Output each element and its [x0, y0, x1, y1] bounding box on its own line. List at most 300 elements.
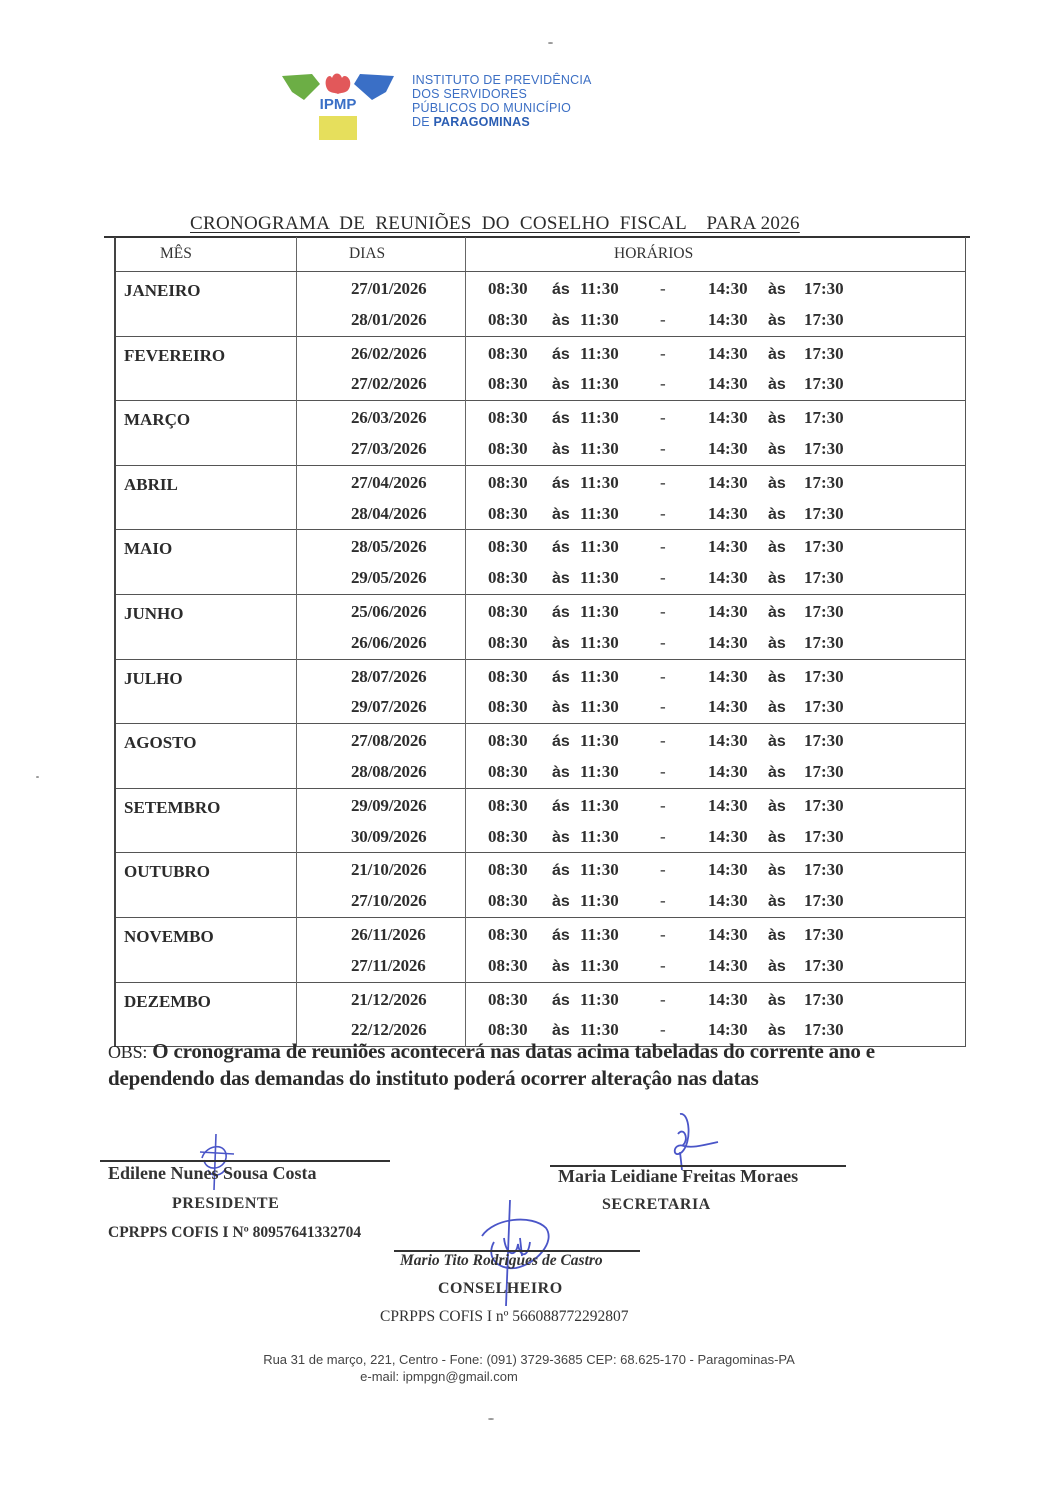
afternoon-end: 17:30: [804, 309, 844, 329]
afternoon-end: 17:30: [804, 731, 844, 751]
schedule-body: [115, 272, 966, 1047]
times-cell: [466, 982, 966, 1047]
month-cell: DEZEMBO: [124, 991, 211, 1011]
ipmp-logo: [282, 70, 394, 142]
meeting-times: [466, 434, 965, 465]
period-dash: -: [660, 438, 666, 458]
meeting-date: 27/03/2026: [351, 438, 427, 458]
afternoon-start: 14:30: [708, 632, 748, 652]
time-separator: ás: [552, 281, 570, 298]
afternoon-start: 14:30: [708, 891, 748, 911]
scan-speck: [488, 1418, 494, 1420]
afternoon-start: 14:30: [708, 472, 748, 492]
meeting-times: [466, 274, 965, 305]
month-cell: OUTUBRO: [124, 862, 210, 882]
councilor-name: Mario Tito Rodrigues de Castro: [400, 1252, 603, 1269]
table-row: [115, 917, 966, 982]
time-separator: às: [552, 763, 570, 781]
period-dash: -: [660, 279, 666, 298]
afternoon-start: 14:30: [708, 1020, 748, 1040]
meeting-times: [466, 791, 965, 822]
dates-cell: [297, 336, 466, 401]
secretary-name: Maria Leidiane Freitas Moraes: [558, 1166, 799, 1186]
morning-start: 08:30: [488, 666, 528, 686]
scan-speck: [548, 42, 553, 44]
times-cell: [466, 272, 966, 337]
morning-start: 08:30: [488, 343, 528, 363]
afternoon-end: 17:30: [804, 860, 844, 880]
time-separator: às: [552, 505, 570, 523]
ipmp-logo-graphic: [282, 70, 394, 142]
dates-cell: [297, 659, 466, 724]
document-title: CRONOGRAMA DE REUNIÕES DO COSELHO FISCAL PARA 2026: [190, 213, 800, 234]
logo-yellow-block: [319, 116, 357, 140]
afternoon-start: 14:30: [708, 343, 748, 363]
period-dash: -: [660, 761, 666, 781]
times-cell: [466, 853, 966, 918]
observation-label: OBS:: [108, 1042, 148, 1062]
morning-start: 08:30: [488, 408, 528, 428]
morning-end: 11:30: [580, 826, 619, 846]
meeting-times: [466, 886, 965, 917]
time-separator: às: [552, 828, 570, 846]
meeting-date: 21/12/2026: [351, 989, 427, 1009]
afternoon-end: 17:30: [804, 537, 844, 557]
morning-end: 11:30: [580, 309, 619, 329]
period-dash: -: [660, 666, 666, 686]
afternoon-start: 14:30: [708, 568, 748, 588]
times-cell: [466, 788, 966, 853]
institution-line: DOS SERVIDORES: [412, 87, 528, 101]
morning-start: 08:30: [488, 924, 528, 944]
afternoon-end: 17:30: [804, 891, 844, 911]
table-row: [115, 594, 966, 659]
table-row: [115, 982, 966, 1047]
afternoon-end: 17:30: [804, 761, 844, 781]
time-separator: às: [768, 668, 786, 686]
time-separator: ás: [552, 474, 570, 492]
time-separator: às: [768, 281, 786, 298]
time-separator: ás: [552, 733, 570, 751]
observation-text: O cronograma de reuniões acontecerá nas datas acima tabeladas do corrente ano e dependendo das demandas do instituto poderá ocorrer alteraçâo nas datas: [108, 1039, 875, 1090]
meeting-times: [466, 726, 965, 757]
morning-end: 11:30: [580, 279, 619, 298]
time-separator: às: [768, 893, 786, 911]
period-dash: -: [660, 731, 666, 751]
afternoon-start: 14:30: [708, 408, 748, 428]
afternoon-end: 17:30: [804, 601, 844, 621]
morning-end: 11:30: [580, 697, 619, 717]
morning-end: 11:30: [580, 503, 619, 523]
morning-start: 08:30: [488, 795, 528, 815]
meeting-times: [466, 532, 965, 563]
table-row: [115, 853, 966, 918]
time-separator: às: [768, 991, 786, 1009]
morning-start: 08:30: [488, 438, 528, 458]
period-dash: -: [660, 537, 666, 557]
meeting-times: [466, 628, 965, 659]
times-cell: [466, 530, 966, 595]
month-cell: JUNHO: [124, 603, 184, 623]
meeting-date: 28/04/2026: [351, 503, 427, 523]
month-cell: SETEMBRO: [124, 797, 221, 817]
meeting-date: 28/01/2026: [351, 309, 427, 329]
morning-end: 11:30: [580, 761, 619, 781]
meeting-times: [466, 757, 965, 788]
times-cell: [466, 917, 966, 982]
morning-start: 08:30: [488, 761, 528, 781]
meeting-date: 27/02/2026: [351, 374, 427, 394]
dates-cell: [297, 594, 466, 659]
time-separator: às: [768, 1022, 786, 1040]
morning-end: 11:30: [580, 666, 619, 686]
meeting-times: [466, 920, 965, 951]
secretary-role: SECRETARIA: [602, 1196, 711, 1213]
meeting-date: 28/05/2026: [351, 537, 427, 557]
meeting-times: [466, 951, 965, 982]
footer-address: Rua 31 de março, 221, Centro - Fone: (091) 3729-3685 CEP: 68.625-170 - Paragominas-PA: [263, 1352, 795, 1367]
meeting-times: [466, 369, 965, 400]
time-separator: às: [768, 474, 786, 492]
meeting-date: 29/07/2026: [351, 697, 427, 717]
logo-blue-shape: [354, 74, 394, 100]
afternoon-start: 14:30: [708, 503, 748, 523]
time-separator: às: [768, 539, 786, 557]
meeting-date: 26/02/2026: [351, 343, 427, 363]
times-cell: [466, 724, 966, 789]
dates-cell: [297, 401, 466, 466]
morning-start: 08:30: [488, 989, 528, 1009]
period-dash: -: [660, 826, 666, 846]
dates-cell: [297, 724, 466, 789]
time-separator: às: [552, 893, 570, 911]
afternoon-end: 17:30: [804, 343, 844, 363]
morning-start: 08:30: [488, 309, 528, 329]
column-header-month: MÊS: [115, 237, 297, 272]
afternoon-start: 14:30: [708, 601, 748, 621]
logo-green-shape: [282, 74, 320, 100]
time-separator: às: [552, 311, 570, 329]
meeting-date: 25/06/2026: [351, 601, 427, 621]
meeting-times: [466, 855, 965, 886]
afternoon-end: 17:30: [804, 1020, 844, 1040]
morning-end: 11:30: [580, 632, 619, 652]
morning-end: 11:30: [580, 860, 619, 880]
morning-end: 11:30: [580, 568, 619, 588]
period-dash: -: [660, 891, 666, 911]
afternoon-start: 14:30: [708, 826, 748, 846]
meeting-times: [466, 499, 965, 530]
morning-end: 11:30: [580, 989, 619, 1009]
morning-start: 08:30: [488, 860, 528, 880]
afternoon-end: 17:30: [804, 826, 844, 846]
time-separator: às: [768, 862, 786, 880]
table-row: [115, 272, 966, 337]
month-cell: JULHO: [124, 668, 183, 688]
institution-name: [412, 73, 592, 129]
morning-start: 08:30: [488, 537, 528, 557]
meeting-date: 21/10/2026: [351, 860, 427, 880]
morning-start: 08:30: [488, 731, 528, 751]
morning-end: 11:30: [580, 374, 619, 394]
institution-prefix: DE: [412, 115, 434, 129]
morning-start: 08:30: [488, 279, 528, 298]
time-separator: às: [552, 1022, 570, 1040]
morning-end: 11:30: [580, 537, 619, 557]
table-row: [115, 788, 966, 853]
afternoon-start: 14:30: [708, 924, 748, 944]
logo-acronym: IPMP: [319, 96, 357, 113]
morning-end: 11:30: [580, 472, 619, 492]
times-cell: [466, 401, 966, 466]
councilor-registration: CPRPPS COFIS I nº 566088772292807: [380, 1308, 629, 1325]
morning-end: 11:30: [580, 955, 619, 975]
afternoon-start: 14:30: [708, 374, 748, 394]
dates-cell: [297, 853, 466, 918]
morning-start: 08:30: [488, 955, 528, 975]
president-registration: CPRPPS COFIS I Nº 80957641332704: [108, 1224, 362, 1241]
afternoon-end: 17:30: [804, 795, 844, 815]
period-dash: -: [660, 343, 666, 363]
month-cell: JANEIRO: [124, 281, 201, 300]
times-cell: [466, 336, 966, 401]
time-separator: ás: [552, 926, 570, 944]
time-separator: às: [768, 733, 786, 751]
morning-start: 08:30: [488, 503, 528, 523]
afternoon-start: 14:30: [708, 279, 748, 298]
meeting-date: 26/03/2026: [351, 408, 427, 428]
morning-end: 11:30: [580, 795, 619, 815]
meeting-date: 22/12/2026: [351, 1020, 427, 1040]
period-dash: -: [660, 632, 666, 652]
morning-end: 11:30: [580, 891, 619, 911]
time-separator: ás: [552, 668, 570, 686]
table-row: [115, 465, 966, 530]
morning-end: 11:30: [580, 408, 619, 428]
time-separator: às: [552, 440, 570, 458]
period-dash: -: [660, 924, 666, 944]
footer-email: e-mail: ipmpgn@gmail.com: [360, 1369, 518, 1384]
table-row: [115, 659, 966, 724]
afternoon-start: 14:30: [708, 761, 748, 781]
institution-city: PARAGOMINAS: [433, 115, 530, 129]
dates-cell: [297, 982, 466, 1047]
dates-cell: [297, 272, 466, 337]
period-dash: -: [660, 374, 666, 394]
afternoon-start: 14:30: [708, 438, 748, 458]
time-separator: ás: [552, 797, 570, 815]
signature-line-president: [100, 1160, 390, 1162]
meeting-date: 28/08/2026: [351, 761, 427, 781]
meeting-date: 29/05/2026: [351, 568, 427, 588]
time-separator: às: [768, 505, 786, 523]
column-header-times: HORÁRIOS: [466, 237, 966, 272]
meeting-times: [466, 692, 965, 723]
afternoon-end: 17:30: [804, 503, 844, 523]
period-dash: -: [660, 568, 666, 588]
president-name: Edilene Nunes Sousa Costa: [108, 1163, 317, 1183]
meeting-date: 27/11/2026: [351, 955, 426, 975]
afternoon-start: 14:30: [708, 697, 748, 717]
dates-cell: [297, 530, 466, 595]
time-separator: ás: [552, 410, 570, 428]
afternoon-start: 14:30: [708, 537, 748, 557]
morning-start: 08:30: [488, 374, 528, 394]
afternoon-start: 14:30: [708, 731, 748, 751]
meeting-date: 29/09/2026: [351, 795, 427, 815]
morning-start: 08:30: [488, 632, 528, 652]
month-cell: MAIO: [124, 539, 173, 559]
institution-line: [412, 115, 592, 129]
afternoon-end: 17:30: [804, 924, 844, 944]
morning-start: 08:30: [488, 568, 528, 588]
meeting-times: [466, 985, 965, 1016]
morning-end: 11:30: [580, 924, 619, 944]
meeting-date: 27/04/2026: [351, 472, 427, 492]
meeting-date: 27/10/2026: [351, 891, 427, 911]
time-separator: às: [768, 311, 786, 329]
president-role: PRESIDENTE: [172, 1195, 280, 1212]
time-separator: às: [768, 957, 786, 975]
morning-start: 08:30: [488, 891, 528, 911]
afternoon-end: 17:30: [804, 697, 844, 717]
meeting-times: [466, 468, 965, 499]
afternoon-end: 17:30: [804, 472, 844, 492]
time-separator: às: [768, 603, 786, 621]
time-separator: às: [768, 699, 786, 717]
meeting-times: [466, 403, 965, 434]
signature-scribble-secretary: [660, 1112, 720, 1172]
time-separator: às: [552, 634, 570, 652]
time-separator: ás: [552, 862, 570, 880]
meeting-times: [466, 597, 965, 628]
scan-speck: [36, 776, 39, 778]
afternoon-end: 17:30: [804, 989, 844, 1009]
afternoon-end: 17:30: [804, 568, 844, 588]
afternoon-end: 17:30: [804, 438, 844, 458]
period-dash: -: [660, 989, 666, 1009]
times-cell: [466, 594, 966, 659]
period-dash: -: [660, 408, 666, 428]
dates-cell: [297, 788, 466, 853]
meeting-date: 28/07/2026: [351, 666, 427, 686]
period-dash: -: [660, 1020, 666, 1040]
afternoon-start: 14:30: [708, 989, 748, 1009]
afternoon-start: 14:30: [708, 955, 748, 975]
time-separator: ás: [552, 539, 570, 557]
times-cell: [466, 465, 966, 530]
period-dash: -: [660, 601, 666, 621]
afternoon-start: 14:30: [708, 309, 748, 329]
logo-red-flame: [326, 74, 351, 95]
time-separator: às: [552, 376, 570, 394]
schedule-table: [114, 237, 966, 1047]
meeting-times: [466, 305, 965, 336]
meeting-date: 27/01/2026: [351, 279, 427, 298]
time-separator: às: [768, 763, 786, 781]
meeting-date: 26/11/2026: [351, 924, 426, 944]
meeting-times: [466, 822, 965, 853]
afternoon-start: 14:30: [708, 666, 748, 686]
dates-cell: [297, 465, 466, 530]
afternoon-end: 17:30: [804, 955, 844, 975]
institution-line: INSTITUTO DE PREVIDÊNCIA: [412, 73, 592, 87]
time-separator: às: [768, 410, 786, 428]
meeting-times: [466, 563, 965, 594]
councilor-role: CONSELHEIRO: [438, 1280, 563, 1297]
morning-end: 11:30: [580, 731, 619, 751]
meeting-date: 30/09/2026: [351, 826, 427, 846]
meeting-date: 26/06/2026: [351, 632, 427, 652]
time-separator: ás: [552, 345, 570, 363]
time-separator: às: [768, 345, 786, 363]
morning-end: 11:30: [580, 601, 619, 621]
morning-end: 11:30: [580, 343, 619, 363]
afternoon-start: 14:30: [708, 860, 748, 880]
table-row: [115, 530, 966, 595]
morning-start: 08:30: [488, 697, 528, 717]
observation-note: [108, 1038, 958, 1091]
period-dash: -: [660, 795, 666, 815]
period-dash: -: [660, 472, 666, 492]
time-separator: às: [768, 926, 786, 944]
month-cell: MARÇO: [124, 410, 191, 430]
time-separator: ás: [552, 991, 570, 1009]
meeting-times: [466, 662, 965, 693]
period-dash: -: [660, 955, 666, 975]
period-dash: -: [660, 503, 666, 523]
period-dash: -: [660, 309, 666, 329]
month-cell: AGOSTO: [124, 733, 197, 753]
afternoon-end: 17:30: [804, 632, 844, 652]
morning-end: 11:30: [580, 438, 619, 458]
time-separator: às: [552, 699, 570, 717]
time-separator: às: [768, 634, 786, 652]
table-row: [115, 724, 966, 789]
time-separator: às: [768, 797, 786, 815]
period-dash: -: [660, 697, 666, 717]
morning-start: 08:30: [488, 601, 528, 621]
afternoon-end: 17:30: [804, 408, 844, 428]
column-header-days: DIAS: [297, 237, 466, 272]
time-separator: às: [768, 828, 786, 846]
times-cell: [466, 659, 966, 724]
time-separator: ás: [552, 603, 570, 621]
table-row: [115, 401, 966, 466]
afternoon-end: 17:30: [804, 279, 844, 298]
month-cell: NOVEMBO: [124, 926, 214, 946]
table-row: [115, 336, 966, 401]
time-separator: às: [768, 570, 786, 588]
table-header-row: [115, 237, 966, 272]
time-separator: às: [552, 957, 570, 975]
time-separator: às: [768, 376, 786, 394]
morning-start: 08:30: [488, 826, 528, 846]
period-dash: -: [660, 860, 666, 880]
time-separator: às: [552, 570, 570, 588]
meeting-times: [466, 339, 965, 370]
morning-end: 11:30: [580, 1020, 619, 1040]
time-separator: às: [768, 440, 786, 458]
month-cell: FEVEREIRO: [124, 345, 226, 365]
afternoon-start: 14:30: [708, 795, 748, 815]
dates-cell: [297, 917, 466, 982]
meeting-date: 27/08/2026: [351, 731, 427, 751]
morning-start: 08:30: [488, 472, 528, 492]
institution-line: PÚBLICOS DO MUNICÍPIO: [412, 101, 572, 115]
morning-start: 08:30: [488, 1020, 528, 1040]
afternoon-end: 17:30: [804, 666, 844, 686]
